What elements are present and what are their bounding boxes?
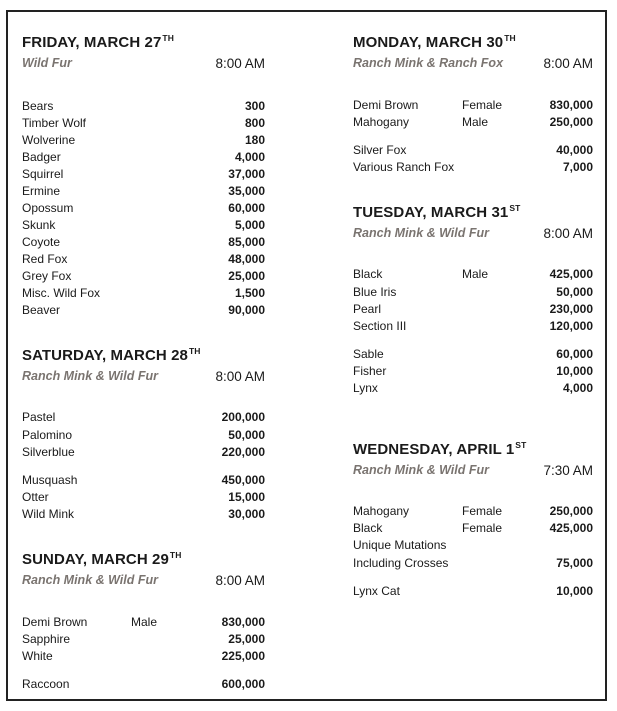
sale-time: 8:00 AM bbox=[543, 226, 593, 241]
lot-row bbox=[22, 116, 265, 133]
lot-name: Palomino bbox=[22, 428, 73, 442]
lot-row bbox=[353, 584, 593, 601]
sale-category: Ranch Mink & Wild Fur bbox=[22, 573, 158, 587]
lot-row bbox=[22, 303, 265, 320]
lot-quantity: 425,000 bbox=[549, 267, 593, 281]
lot-name: Skunk bbox=[22, 218, 56, 232]
lot-row bbox=[353, 364, 593, 381]
lot-name: Mahogany bbox=[353, 504, 410, 518]
lot-quantity: 4,000 bbox=[562, 381, 593, 395]
lot-quantity: 60,000 bbox=[556, 347, 593, 361]
lot-row bbox=[353, 521, 593, 538]
lot-row bbox=[22, 507, 265, 524]
lot-quantity: 10,000 bbox=[556, 584, 593, 598]
lot-sex: Male bbox=[131, 615, 158, 629]
lot-row bbox=[353, 302, 593, 319]
sale-time: 8:00 AM bbox=[215, 56, 265, 71]
sale-category: Ranch Mink & Wild Fur bbox=[353, 226, 489, 240]
lot-quantity: 425,000 bbox=[549, 521, 593, 535]
lot-row bbox=[353, 347, 593, 364]
lot-quantity: 35,000 bbox=[228, 184, 265, 198]
lot-row bbox=[353, 285, 593, 302]
day-heading bbox=[22, 34, 174, 51]
lot-name: Black bbox=[353, 267, 383, 281]
sale-time: 8:00 AM bbox=[215, 369, 265, 384]
lot-name: Badger bbox=[22, 150, 61, 164]
lot-name: Coyote bbox=[22, 235, 61, 249]
lot-row bbox=[353, 319, 593, 336]
lot-quantity: 85,000 bbox=[228, 235, 265, 249]
lot-quantity: 5,000 bbox=[234, 218, 265, 232]
lot-name: Grey Fox bbox=[22, 269, 72, 283]
lot-name: White bbox=[22, 649, 53, 663]
day-ordinal-suffix: TH bbox=[504, 33, 516, 43]
day-ordinal-suffix: TH bbox=[169, 550, 182, 560]
lot-row bbox=[22, 150, 265, 167]
lot-quantity: 15,000 bbox=[228, 490, 265, 504]
lot-quantity: 180 bbox=[244, 133, 265, 147]
lot-name: Wild Mink bbox=[22, 507, 75, 521]
lot-name: Otter bbox=[22, 490, 49, 504]
lot-row bbox=[22, 615, 265, 632]
lot-quantity: 48,000 bbox=[228, 252, 265, 266]
sale-category: Ranch Mink & Wild Fur bbox=[353, 463, 489, 477]
lot-name: Demi Brown bbox=[22, 615, 88, 629]
lot-quantity: 830,000 bbox=[549, 98, 593, 112]
day-heading-text: MONDAY, MARCH 30 bbox=[353, 34, 504, 51]
lot-row bbox=[22, 184, 265, 201]
lot-row bbox=[353, 504, 593, 521]
sale-category: Ranch Mink & Ranch Fox bbox=[353, 56, 504, 70]
lot-name: Red Fox bbox=[22, 252, 68, 266]
lot-row bbox=[353, 556, 593, 573]
sale-time: 8:00 AM bbox=[215, 573, 265, 588]
lot-row bbox=[353, 267, 593, 284]
lot-quantity: 600,000 bbox=[221, 677, 265, 691]
lot-quantity: 7,000 bbox=[562, 160, 593, 174]
lot-row bbox=[22, 286, 265, 303]
sale-category: Wild Fur bbox=[22, 56, 72, 70]
lot-name: Unique Mutations bbox=[353, 538, 447, 552]
lot-name: Raccoon bbox=[22, 677, 70, 691]
lot-row bbox=[22, 410, 265, 427]
day-heading-text: WEDNESDAY, APRIL 1 bbox=[353, 441, 515, 458]
lot-name: Demi Brown bbox=[353, 98, 419, 112]
day-heading bbox=[22, 551, 181, 568]
day-ordinal-suffix: TH bbox=[189, 346, 201, 356]
lot-name: Timber Wolf bbox=[22, 116, 87, 130]
lot-row bbox=[353, 115, 593, 132]
day-heading bbox=[22, 347, 201, 364]
lot-quantity: 220,000 bbox=[221, 445, 265, 459]
lot-name: Lynx bbox=[353, 381, 378, 395]
lot-row bbox=[353, 98, 593, 115]
lot-quantity: 50,000 bbox=[556, 285, 593, 299]
lot-name: Misc. Wild Fox bbox=[22, 286, 100, 300]
lot-quantity: 230,000 bbox=[549, 302, 593, 316]
lot-row bbox=[353, 160, 593, 177]
lot-name: Ermine bbox=[22, 184, 61, 198]
lot-sex: Male bbox=[462, 267, 489, 281]
day-ordinal-suffix: ST bbox=[509, 203, 521, 213]
day-heading bbox=[353, 34, 516, 51]
sale-time: 8:00 AM bbox=[543, 56, 593, 71]
lot-name: Lynx Cat bbox=[353, 584, 400, 598]
day-heading bbox=[353, 441, 526, 458]
lot-quantity: 450,000 bbox=[221, 473, 265, 487]
lot-quantity: 120,000 bbox=[549, 319, 593, 333]
day-heading-text: FRIDAY, MARCH 27 bbox=[22, 34, 162, 51]
lot-row bbox=[22, 99, 265, 116]
day-ordinal-suffix: ST bbox=[515, 440, 527, 450]
lot-name: Sable bbox=[353, 347, 384, 361]
lot-quantity: 800 bbox=[244, 116, 265, 130]
lot-row bbox=[353, 143, 593, 160]
lot-name: Wolverine bbox=[22, 133, 76, 147]
lot-name: Beaver bbox=[22, 303, 61, 317]
lot-sex: Female bbox=[462, 98, 503, 112]
lot-quantity: 25,000 bbox=[228, 632, 265, 646]
lot-name: Blue Iris bbox=[353, 285, 397, 299]
lot-row bbox=[22, 133, 265, 150]
lot-quantity: 50,000 bbox=[228, 428, 265, 442]
lot-row bbox=[22, 445, 265, 462]
lot-name: Including Crosses bbox=[353, 556, 449, 570]
lot-name: Pearl bbox=[353, 302, 382, 316]
day-heading-text: SUNDAY, MARCH 29 bbox=[22, 551, 169, 568]
lot-row bbox=[22, 473, 265, 490]
day-heading-text: SATURDAY, MARCH 28 bbox=[22, 347, 188, 364]
lot-name: Opossum bbox=[22, 201, 74, 215]
lot-row bbox=[22, 235, 265, 252]
sale-time: 7:30 AM bbox=[543, 463, 593, 478]
lot-row bbox=[22, 167, 265, 184]
lot-name: Mahogany bbox=[353, 115, 410, 129]
lot-row bbox=[22, 428, 265, 445]
lot-quantity: 30,000 bbox=[228, 507, 265, 521]
lot-quantity: 37,000 bbox=[228, 167, 265, 181]
lot-quantity: 4,000 bbox=[234, 150, 265, 164]
lot-name: Pastel bbox=[22, 410, 56, 424]
lot-row bbox=[22, 218, 265, 235]
sale-category: Ranch Mink & Wild Fur bbox=[22, 369, 158, 383]
lot-row bbox=[22, 632, 265, 649]
lot-quantity: 25,000 bbox=[228, 269, 265, 283]
lot-name: Fisher bbox=[353, 364, 387, 378]
lot-row bbox=[22, 677, 265, 694]
lot-quantity: 10,000 bbox=[556, 364, 593, 378]
lot-name: Sapphire bbox=[22, 632, 71, 646]
lot-row bbox=[353, 381, 593, 398]
lot-name: Squirrel bbox=[22, 167, 64, 181]
lot-name: Musquash bbox=[22, 473, 78, 487]
lot-sex: Male bbox=[462, 115, 489, 129]
lot-row bbox=[22, 490, 265, 507]
lot-quantity: 250,000 bbox=[549, 115, 593, 129]
lot-quantity: 830,000 bbox=[221, 615, 265, 629]
lot-quantity: 300 bbox=[244, 99, 265, 113]
lot-name: Various Ranch Fox bbox=[353, 160, 455, 174]
lot-name: Silver Fox bbox=[353, 143, 407, 157]
lot-row bbox=[22, 649, 265, 666]
lot-row bbox=[22, 269, 265, 286]
lot-quantity: 90,000 bbox=[228, 303, 265, 317]
lot-quantity: 75,000 bbox=[556, 556, 593, 570]
lot-row bbox=[22, 201, 265, 218]
day-ordinal-suffix: TH bbox=[162, 33, 174, 43]
lot-sex: Female bbox=[462, 504, 503, 518]
lot-quantity: 250,000 bbox=[549, 504, 593, 518]
lot-name: Section III bbox=[353, 319, 407, 333]
day-heading-text: TUESDAY, MARCH 31 bbox=[353, 204, 509, 221]
lot-name: Bears bbox=[22, 99, 54, 113]
lot-name: Black bbox=[353, 521, 383, 535]
lot-quantity: 200,000 bbox=[221, 410, 265, 424]
lot-row bbox=[353, 538, 593, 555]
lot-sex: Female bbox=[462, 521, 503, 535]
lot-quantity: 40,000 bbox=[556, 143, 593, 157]
lot-name: Silverblue bbox=[22, 445, 75, 459]
lot-row bbox=[22, 252, 265, 269]
lot-quantity: 60,000 bbox=[228, 201, 265, 215]
lot-quantity: 1,500 bbox=[234, 286, 265, 300]
lot-quantity: 225,000 bbox=[221, 649, 265, 663]
day-heading bbox=[353, 204, 520, 221]
